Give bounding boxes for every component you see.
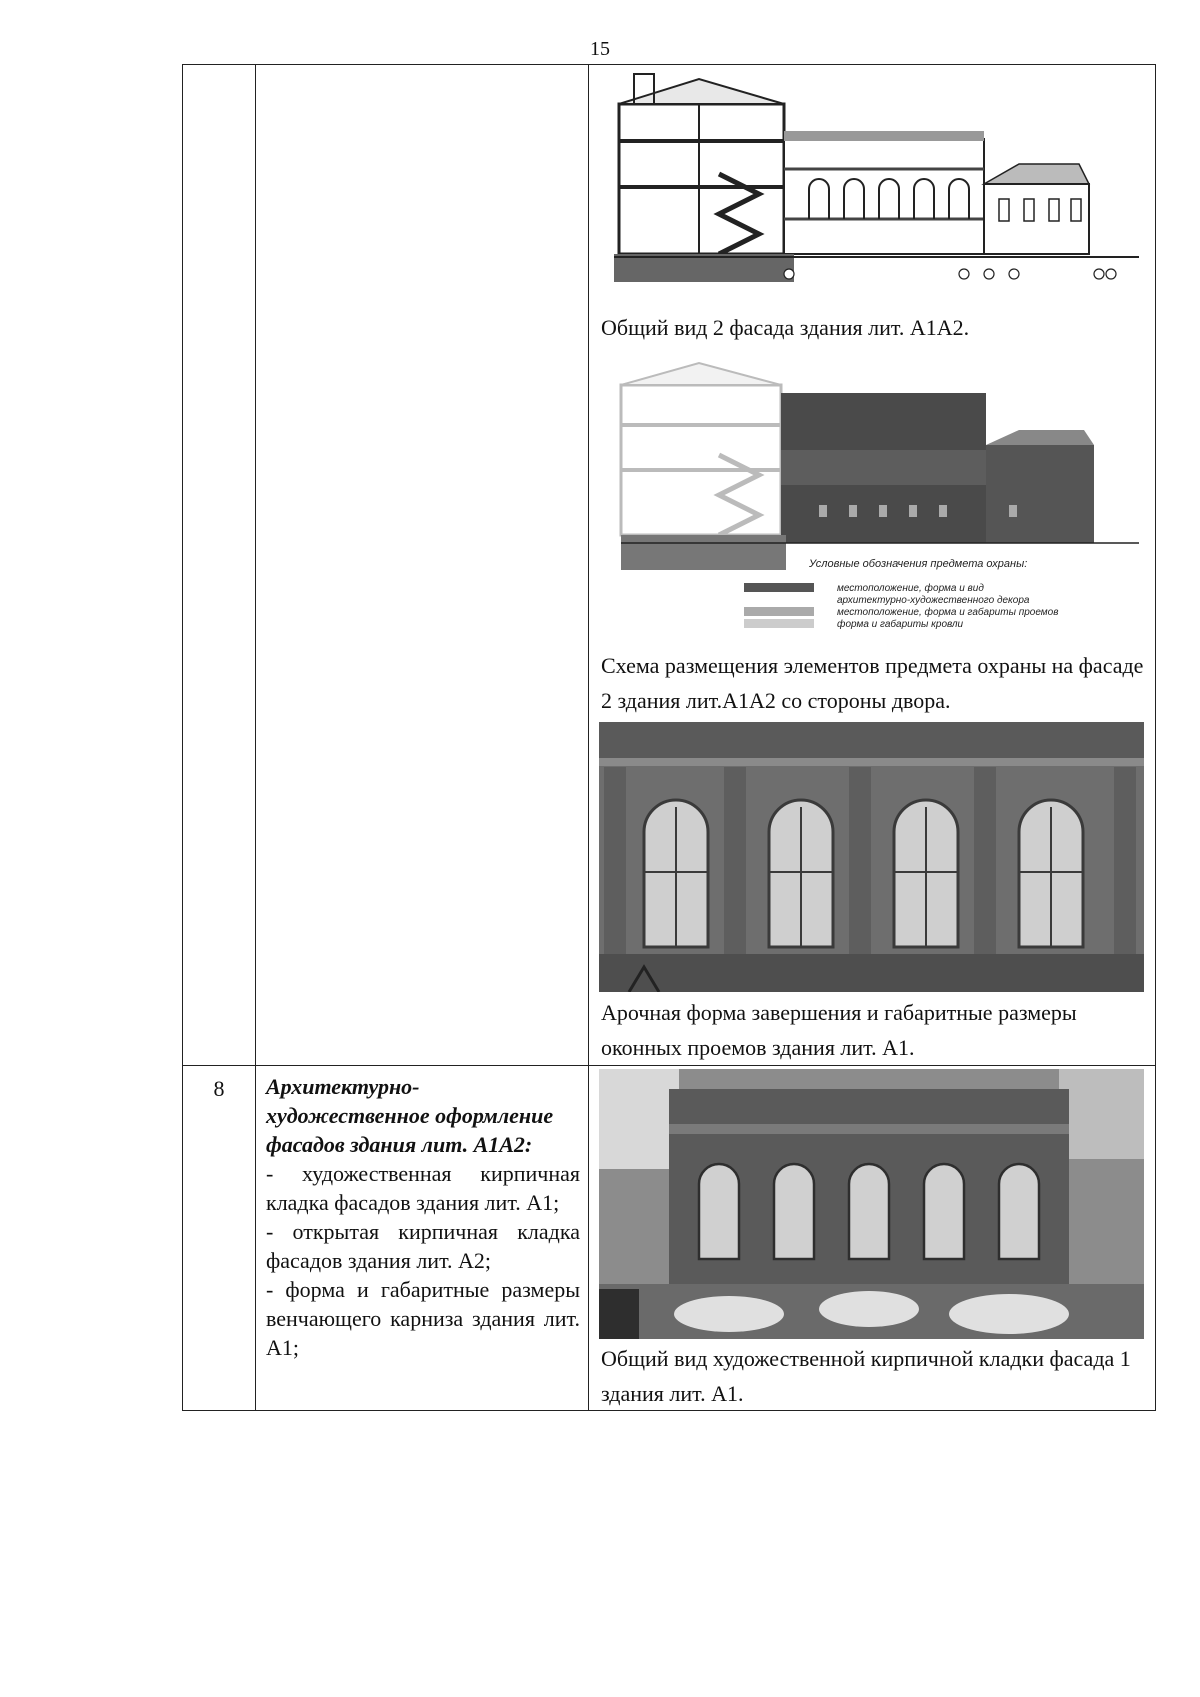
legend-swatch-roof — [744, 619, 814, 628]
protection-scheme-drawing — [599, 355, 1144, 645]
scheme-caption: Схема размещения элементов предмета охраны на фасаде 2 здания лит.А1А2 со стороны двора. — [601, 653, 1144, 713]
legend-swatch-openings — [744, 607, 814, 616]
legend-item: форма и габариты кровли — [837, 619, 964, 630]
item-entry: - форма и габаритные размеры венчающего карниза здания лит. А1; — [266, 1277, 580, 1360]
facade-elevation-drawing — [599, 69, 1144, 309]
item-entry: - художественная кирпичная кладка фасадов здания лит. А1; — [266, 1161, 580, 1215]
description-cell — [256, 65, 589, 1066]
arch-windows-photo — [599, 722, 1144, 992]
description-cell — [256, 1066, 589, 1411]
legend-item: местоположение, форма и вид — [837, 583, 984, 594]
item-entry: - открытая кирпичная кладка фасадов здания лит. А2; — [266, 1219, 580, 1273]
table-row — [183, 1066, 1156, 1411]
brick-facade-photo — [599, 1069, 1144, 1339]
legend-item: архитектурно-художественного декора — [837, 595, 1030, 606]
facade-drawing-caption: Общий вид 2 фасада здания лит. А1А2. — [601, 315, 970, 340]
item-heading: Архитектурно-художественное оформление фасадов здания лит. А1А2: — [266, 1074, 554, 1157]
brick-photo-caption: Общий вид художественной кирпичной кладки фасада 1 здания лит. А1. — [601, 1346, 1131, 1406]
table-row — [183, 65, 1156, 1066]
row-number-cell — [183, 65, 256, 1066]
page-number: 15 — [590, 38, 610, 60]
arch-photo-caption: Арочная форма завершения и габаритные размеры оконных проемов здания лит. А1. — [601, 1000, 1077, 1060]
row-number — [183, 65, 255, 75]
legend-title: Условные обозначения предмета охраны: — [809, 558, 1028, 570]
row-number-cell — [183, 1066, 256, 1411]
illustration-cell — [589, 1066, 1156, 1411]
row-number: 8 — [213, 1076, 225, 1101]
legend-item: местоположение, форма и габариты проемов — [837, 607, 1059, 618]
protection-items-table — [182, 64, 1156, 1411]
legend-swatch-decor — [744, 583, 814, 592]
illustration-cell — [589, 65, 1156, 1066]
